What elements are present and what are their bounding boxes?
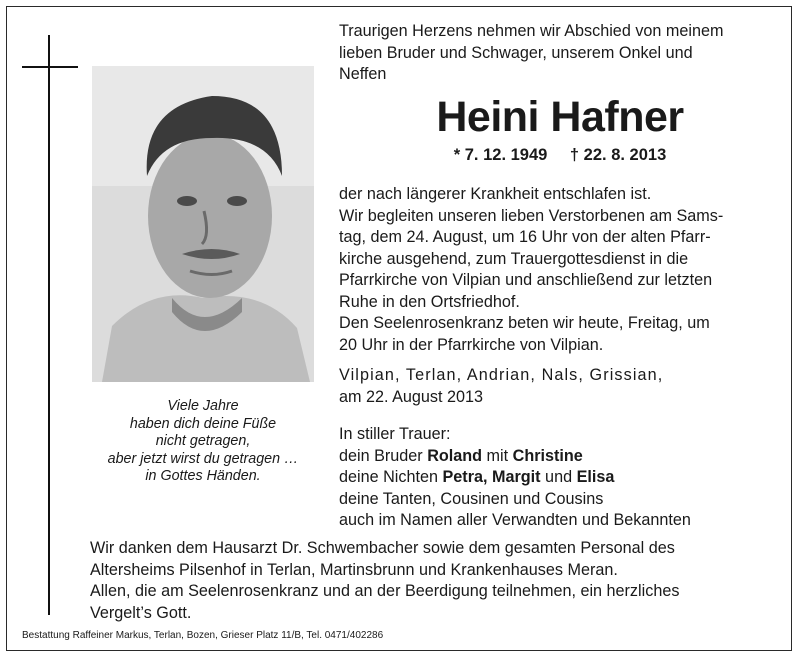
body-line: 20 Uhr in der Pfarrkirche von Vilpian. <box>339 335 604 354</box>
notice-date: am 22. August 2013 <box>339 387 483 406</box>
mourners-aunts: deine Tanten, Cousinen und Cousins <box>339 489 604 508</box>
poem <box>92 398 314 486</box>
portrait-photo <box>92 66 314 382</box>
deceased-name: Heini Hafner <box>436 93 684 141</box>
poem-line: haben dich deine Füße <box>129 415 277 432</box>
place-and-date <box>339 365 781 408</box>
body-line: tag, dem 24. August, um 16 Uhr von der alten Pfarr- <box>339 228 711 246</box>
cross-icon-vertical <box>48 35 50 615</box>
thanks-text <box>90 538 782 624</box>
mourners-relatives: auch im Namen aller Verwandten und Bekannten <box>339 511 691 529</box>
niece-names: Petra, Margit <box>442 468 541 486</box>
intro-line: Traurigen Herzens nehmen wir Abschied von meinem <box>339 22 724 40</box>
body-line: der nach längerer Krankheit entschlafen ist. <box>339 185 652 203</box>
poem-line: nicht getragen, <box>155 433 251 449</box>
life-dates <box>339 146 781 165</box>
funeral-details <box>339 184 781 356</box>
brother-name: Roland <box>427 446 483 465</box>
poem-line: in Gottes Händen. <box>145 468 261 484</box>
text: deine Nichten <box>339 468 443 486</box>
thanks-line: Allen, die am Seelenrosenkranz und an der Beerdigung teilnehmen, ein herzliches <box>90 582 680 600</box>
mourners <box>339 424 781 532</box>
thanks-line: Wir danken dem Hausarzt Dr. Schwembacher sowie dem gesamten Personal des <box>90 539 675 557</box>
mourners-brother <box>339 446 781 468</box>
body-line: Den Seelenrosenkranz beten wir heute, Freitag, um <box>339 314 710 332</box>
body-line: Wir begleiten unseren lieben Verstorbenen am Sams- <box>339 206 724 225</box>
intro-line: lieben Bruder und Schwager, unserem Onkel und <box>339 43 693 62</box>
thanks-line: Vergelt’s Gott. <box>90 603 192 622</box>
towns: Vilpian, Terlan, Andrian, Nals, Grissian, <box>339 366 664 384</box>
birth-date: * 7. 12. 1949 <box>453 146 548 164</box>
body-line: kirche ausgehend, zum Trauergottesdienst in die <box>339 249 689 268</box>
body-line: Ruhe in den Ortsfriedhof. <box>339 292 520 311</box>
mourners-heading: In stiller Trauer: <box>339 425 451 443</box>
poem-line: Viele Jahre <box>167 398 239 414</box>
text: mit <box>482 446 513 465</box>
intro-line: Neffen <box>339 65 387 83</box>
niece-name: Elisa <box>576 468 615 486</box>
sister-in-law-name: Christine <box>512 446 583 465</box>
death-date: † 22. 8. 2013 <box>569 146 667 164</box>
intro-text <box>339 21 781 86</box>
mourners-nieces <box>339 467 781 489</box>
text: dein Bruder <box>339 446 428 465</box>
funeral-home-footer: Bestattung Raffeiner Markus, Terlan, Bozen, Grieser Platz 11/B, Tel. 0471/402286 <box>22 630 384 641</box>
thanks-line: Altersheims Pilsenhof in Terlan, Martinsbrunn und Krankenhauses Meran. <box>90 560 618 579</box>
cross-icon-horizontal <box>22 66 78 68</box>
text: und <box>540 468 577 486</box>
body-line: Pfarrkirche von Vilpian und anschließend zur letzten <box>339 271 713 289</box>
poem-line: aber jetzt wirst du getragen … <box>107 450 299 467</box>
